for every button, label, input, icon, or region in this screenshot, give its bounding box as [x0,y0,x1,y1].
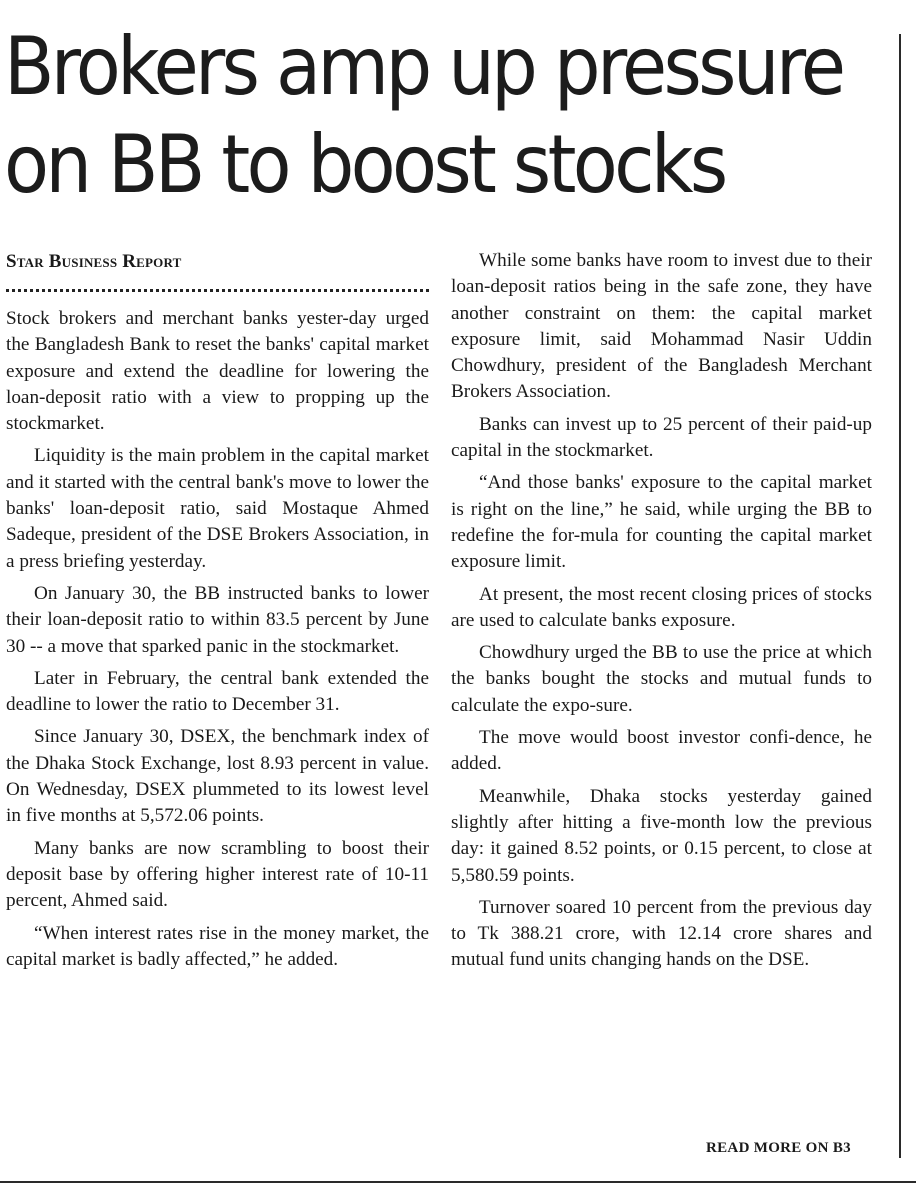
read-more-link[interactable]: READ MORE ON B3 [706,1140,851,1156]
paragraph: At present, the most recent closing prices of stocks are used to calculate banks exposure. [451,583,872,631]
paragraph: Liquidity is the main problem in the capital market and it started with the central bank's move to lower the banks' loan-deposit ratio, said Mostaque Ahmed Sadeque, president of the DSE Brokers Association, in a press briefing yesterday. [6,445,429,572]
dotted-divider [6,289,429,292]
paragraph: Later in February, the central bank extended the deadline to lower the ratio to December 31. [6,667,429,716]
headline-line-1: Brokers amp up pressure [4,20,843,113]
page-rule-bottom [0,1181,916,1183]
paragraph: The move would boost investor confi-dence, he added. [451,727,872,775]
paragraph: Since January 30, DSEX, the benchmark index of the Dhaka Stock Exchange, lost 8.93 percent in value. On Wednesday, DSEX plummeted to its lowest level in five months at 5,572.06 points. [6,726,429,827]
headline-line-2: on BB to boost stocks [4,118,725,211]
headline [4,18,843,214]
column-rule-vertical [899,34,901,1158]
paragraph: Meanwhile, Dhaka stocks yesterday gained slightly after hitting a five-month low the previous day: it gained 8.52 points, or 0.15 percent, to close at 5,580.59 points. [451,785,872,886]
byline: Star Business Report [6,251,182,272]
paragraph: Many banks are now scrambling to boost their deposit base by offering higher interest rate of 10-11 percent, Ahmed said. [6,837,429,912]
paragraph: “When interest rates rise in the money market, the capital market is badly affected,” he added. [6,922,429,970]
article-column-right [451,248,872,980]
paragraph: Chowdhury urged the BB to use the price at which the banks bought the stocks and mutual funds to calculate the expo-sure. [451,642,872,716]
paragraph: While some banks have room to invest due to their loan-deposit ratios being in the safe zone, they have another constraint on them: the capital market exposure limit, said Mohammad Nasir Uddin Chowdhury, president of the Bangladesh Merchant Brokers Association. [451,250,872,403]
paragraph: “And those banks' exposure to the capital market is right on the line,” he said, while urging the BB to redefine the for-mula for counting the capital market exposure limit. [451,472,872,573]
paragraph: Turnover soared 10 percent from the previous day to Tk 388.21 crore, with 12.14 crore shares and mutual fund units changing hands on the DSE. [451,896,872,971]
article-column-left [6,248,429,979]
paragraph: Stock brokers and merchant banks yester-day urged the Bangladesh Bank to reset the banks' capital market exposure and extend the deadline for lowering the loan-deposit ratio with a view to propping up the stockmarket. [6,308,429,435]
paragraph: On January 30, the BB instructed banks to lower their loan-deposit ratio to within 83.5 percent by June 30 -- a move that sparked panic in the stockmarket. [6,582,429,657]
paragraph: Banks can invest up to 25 percent of their paid-up capital in the stockmarket. [451,413,872,462]
